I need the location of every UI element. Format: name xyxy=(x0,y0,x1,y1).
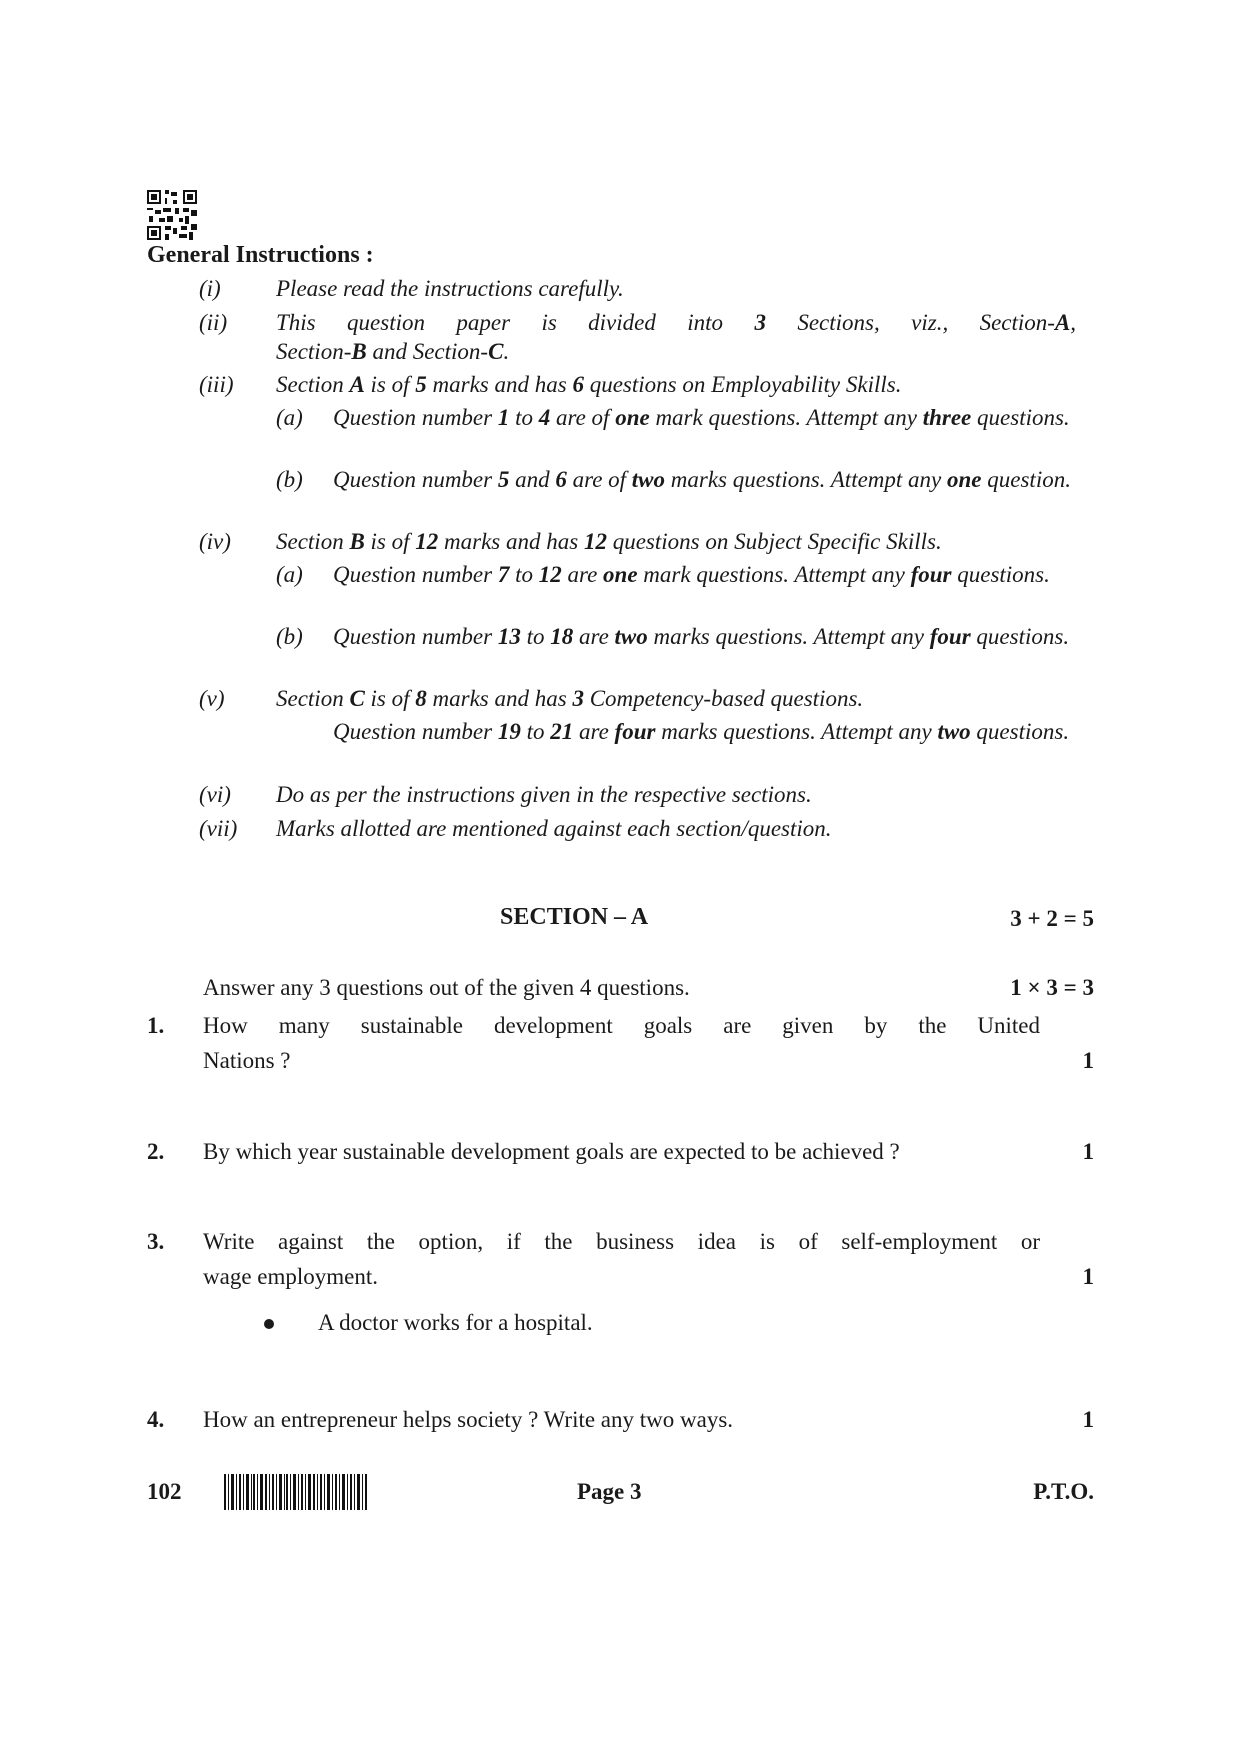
question-1-number: 1. xyxy=(147,1013,165,1038)
qr-code-icon xyxy=(147,190,197,240)
bullet-icon xyxy=(264,1319,274,1329)
instruction-i: Please read the instructions carefully. xyxy=(276,276,624,301)
question-3-line2: wage employment. xyxy=(203,1264,379,1289)
question-2-text: By which year sustainable development goals are expected to be achieved ? xyxy=(203,1139,900,1164)
question-1-marks: 1 xyxy=(1082,1048,1094,1073)
instruction-vi: Do as per the instructions given in the respective sections. xyxy=(276,782,812,807)
section-a-instruction-marks: 1 × 3 = 3 xyxy=(1010,975,1094,1000)
instruction-v-note: Question number 19 to 21 are four marks questions. Attempt any two questions. xyxy=(333,719,1070,744)
instruction-ii-line1: This question paper is divided into 3 Sections, viz., Section-A, xyxy=(276,310,1077,335)
question-2-number: 2. xyxy=(147,1139,165,1164)
instruction-iii-b-number: (b) xyxy=(276,467,303,492)
question-3-option: A doctor works for a hospital. xyxy=(318,1310,593,1335)
instruction-iv-b: Question number 13 to 18 are two marks questions. Attempt any four questions. xyxy=(333,624,1070,649)
section-a-marks: 3 + 2 = 5 xyxy=(1010,906,1094,931)
instruction-iv-a: Question number 7 to 12 are one mark questions. Attempt any four questions. xyxy=(333,562,1050,587)
paper-code: 102 xyxy=(147,1479,182,1504)
instruction-iii: Section A is of 5 marks and has 6 questions on Employability Skills. xyxy=(276,372,902,397)
please-turn-over: P.T.O. xyxy=(1033,1479,1094,1504)
instruction-iv-b-number: (b) xyxy=(276,624,303,649)
instruction-number-vii: (vii) xyxy=(199,816,238,841)
instruction-vii: Marks allotted are mentioned against each section/question. xyxy=(276,816,832,841)
instruction-number-vi: (vi) xyxy=(199,782,231,807)
instruction-number-v: (v) xyxy=(199,686,225,711)
question-1-line1: How many sustainable development goals are given by the United xyxy=(203,1013,1040,1038)
question-1-line2: Nations ? xyxy=(203,1048,291,1073)
instruction-number-iv: (iv) xyxy=(199,529,231,554)
question-3-number: 3. xyxy=(147,1229,165,1254)
instruction-number-ii: (ii) xyxy=(199,310,228,335)
question-4-text: How an entrepreneur helps society ? Write any two ways. xyxy=(203,1407,734,1432)
instruction-iii-b: Question number 5 and 6 are of two marks questions. Attempt any one question. xyxy=(333,467,1071,492)
section-a-instruction: Answer any 3 questions out of the given 4 questions. xyxy=(203,975,690,1000)
section-a-title: SECTION – A xyxy=(500,904,649,930)
instruction-number-iii: (iii) xyxy=(199,372,234,397)
instruction-number-i: (i) xyxy=(199,276,221,301)
instruction-iv: Section B is of 12 marks and has 12 questions on Subject Specific Skills. xyxy=(276,529,942,554)
barcode-icon xyxy=(224,1474,367,1510)
instruction-iii-a-number: (a) xyxy=(276,405,303,430)
general-instructions-heading: General Instructions : xyxy=(147,242,374,268)
question-4-marks: 1 xyxy=(1082,1407,1094,1432)
page-number: Page 3 xyxy=(577,1479,642,1504)
instruction-iii-a: Question number 1 to 4 are of one mark questions. Attempt any three questions. xyxy=(333,405,1070,430)
question-3-marks: 1 xyxy=(1082,1264,1094,1289)
question-4-number: 4. xyxy=(147,1407,165,1432)
question-2-marks: 1 xyxy=(1082,1139,1094,1164)
instruction-v: Section C is of 8 marks and has 3 Competency-based questions. xyxy=(276,686,864,711)
question-3-line1: Write against the option, if the business idea is of self-employment or xyxy=(203,1229,1040,1254)
instruction-iv-a-number: (a) xyxy=(276,562,303,587)
instruction-ii-line2: Section-B and Section-C. xyxy=(276,339,510,364)
